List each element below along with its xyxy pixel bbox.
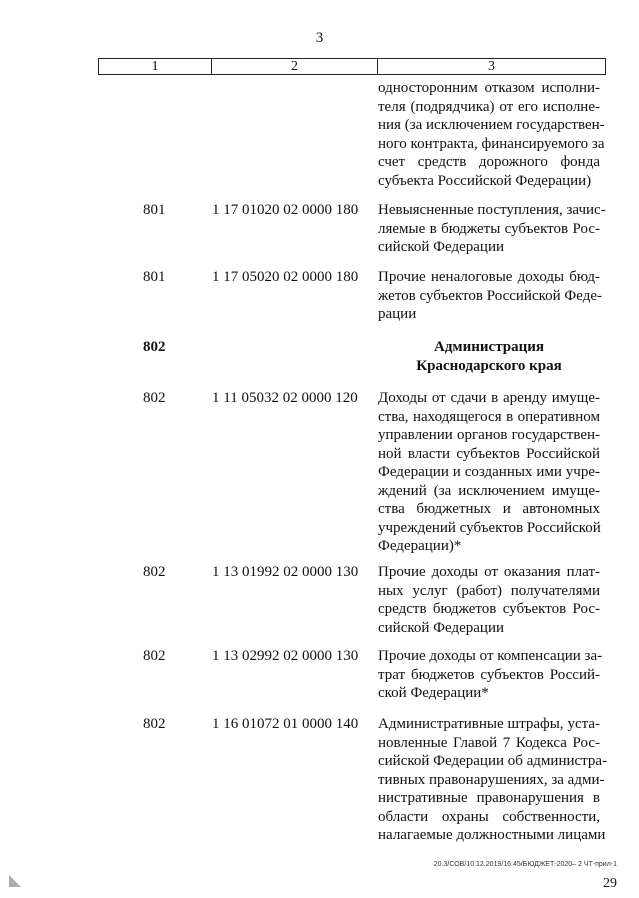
desc-line: ного контракта, финансируемого за [378,135,605,152]
row-admin-code: 802 [143,390,166,406]
desc-line: ской Федерации* [378,685,489,701]
desc-line: Федерации)* [378,538,462,554]
desc-line: средств бюджетов субъектов Рос- [378,601,600,617]
desc-line: теля (подрядчика) от его исполне- [378,98,600,115]
row-description [378,389,600,556]
desc-line: Прочие доходы от компенсации за- [378,648,603,664]
desc-line: жетов субъектов Российской Феде- [378,287,602,304]
desc-line: субъекта Российской Федерации) [378,172,592,189]
section-title-line: Краснодарского края [416,357,562,374]
desc-line: Федерации и созданных ими учре- [378,464,600,480]
desc-line: счет средств дорожного фонда [378,154,600,170]
desc-line: ляемые в бюджеты субъектов Рос- [378,220,600,237]
desc-line: Административные штрафы, уста- [378,716,600,732]
desc-line: ждений (за исключением имуще- [378,482,600,499]
desc-line: управлении органов государствен- [378,427,600,443]
desc-line: учреждений субъектов Российской [378,519,601,536]
page-number-top: 3 [315,30,324,46]
section-admin-code: 802 [143,339,166,355]
row-admin-code: 802 [143,564,166,580]
continuation-description [378,79,605,190]
row-kbk-code: 1 17 05020 02 0000 180 [212,269,359,285]
row-description [378,201,606,257]
desc-line: ства, находящегося в оперативном [378,408,600,425]
row-description [378,715,608,845]
header-col-2: 2 [212,59,378,74]
row-description [378,647,603,703]
row-description [378,563,600,637]
desc-line: ния (за исключением государствен- [378,117,605,133]
row-admin-code: 801 [143,202,166,218]
row-kbk-code: 1 13 02992 02 0000 130 [212,648,359,664]
desc-line: области охраны собственности, [378,808,600,825]
desc-line: Доходы от сдачи в аренду имуще- [378,390,600,406]
row-kbk-code: 1 16 01072 01 0000 140 [212,716,359,732]
desc-line: ства бюджетных и автономных [378,501,600,517]
row-admin-code: 802 [143,716,166,732]
table-header [98,58,606,75]
desc-line: нистративные правонарушения в [378,790,600,806]
desc-line: сийской Федерации [378,239,505,255]
desc-line: тивных правонарушениях, за адми- [378,771,605,788]
section-title [378,338,600,375]
row-admin-code: 802 [143,648,166,664]
section-title-line: Администрация [433,339,545,355]
desc-line: Прочие неналоговые доходы бюд- [378,269,600,285]
desc-line: сийской Федерации об администра- [378,753,608,769]
row-kbk-code: 1 11 05032 02 0000 120 [212,390,358,406]
header-col-3: 3 [488,58,495,74]
desc-line: Прочие доходы от оказания плат- [378,564,600,580]
desc-line: новленные Главой 7 Кодекса Рос- [378,734,600,751]
row-admin-code: 801 [143,269,166,285]
row-kbk-code: 1 13 01992 02 0000 130 [212,564,359,580]
desc-line: трат бюджетов субъектов Россий- [378,666,600,683]
desc-line: сийской Федерации [378,619,505,636]
row-description [378,268,600,324]
header-col-1: 1 [99,59,212,74]
desc-line: налагаемые должностными лицами [378,827,606,843]
desc-line: рации [378,306,417,322]
desc-line: Невыясненные поступления, зачис- [378,202,606,218]
page-number-bottom: 29 [603,876,617,891]
scan-corner-mark-icon [8,874,22,888]
row-kbk-code: 1 17 01020 02 0000 180 [212,202,359,218]
desc-line: ных услуг (работ) получателями [378,582,600,599]
desc-line: односторонним отказом исполни- [378,80,600,96]
footer-stamp: 20.3/СОВ/10.12.2019/16:45/БЮДЖЕТ-2020– 2 ЧТ-прил-1 [433,861,617,868]
desc-line: ной власти субъектов Российской [378,445,600,462]
